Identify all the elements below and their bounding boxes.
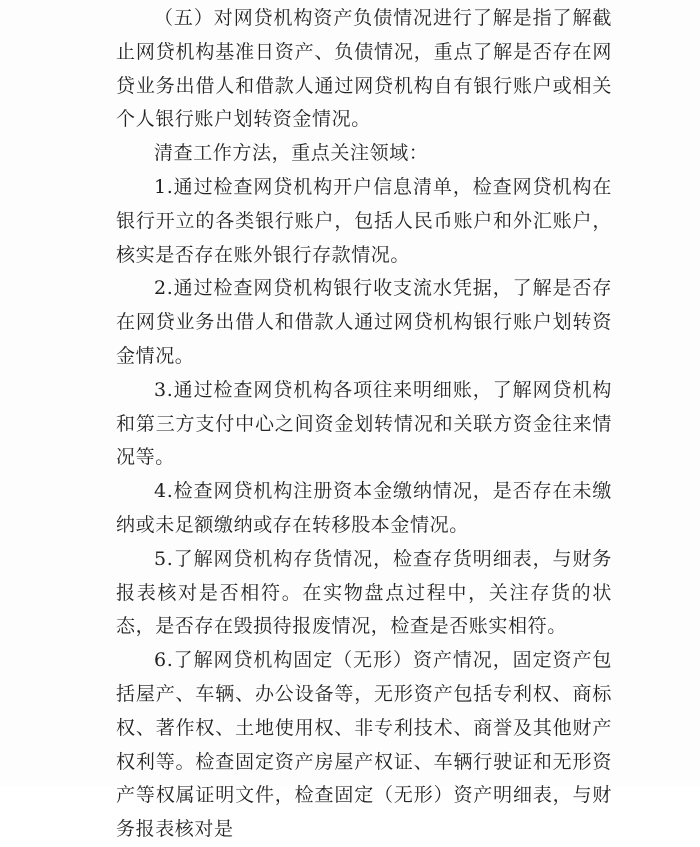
paragraph-item-3: 3.通过检查网贷机构各项往来明细账，了解网贷机构和第三方支付中心之间资金划转情况和关联方资金往来情况等。 (116, 378, 612, 469)
paragraph-5-balance-sheet: （五）对网贷机构资产负债情况进行了解是指了解截止网贷机构基准日资产、负债情况，重点了解是否存在网贷业务出借人和借款人通过网贷机构自有银行账户或相关个人银行账户划转资金情况。 (116, 7, 612, 131)
paragraph-item-1: 1.通过检查网贷机构开户信息清单，检查网贷机构在银行开立的各类银行账户，包括人民币账户和外汇账户，核实是否存在账外银行存款情况。 (116, 175, 612, 266)
paragraph-methods-heading: 清查工作方法，重点关注领域： (154, 142, 429, 165)
paragraph-item-6: 6.了解网贷机构固定（无形）资产情况，固定资产包括屋产、车辆、办公设备等，无形资产包括专利权、商标权、著作权、土地使用权、非专利技术、商誉及其他财产权利等。检查固定资产房屋产权证、车辆行驶证和无形资产等权属证明文件，检查固定（无形）资产明细表，与财务报表核对是 (116, 649, 612, 841)
paragraph-item-4: 4.检查网贷机构注册资本金缴纳情况，是否存在未缴纳或未足额缴纳或存在转移股本金情况。 (116, 480, 612, 536)
paragraph-item-2: 2.通过检查网贷机构银行收支流水凭据，了解是否存在网贷业务出借人和借款人通过网贷机构银行账户划转资金情况。 (116, 277, 612, 367)
paragraph-item-5: 5.了解网贷机构存货情况，检查存货明细表，与财务报表核对是否相符。在实物盘点过程中，关注存货的状态，是否存在毁损待报废情况，检查是否账实相符。 (116, 547, 612, 638)
document-body (116, 2, 612, 847)
